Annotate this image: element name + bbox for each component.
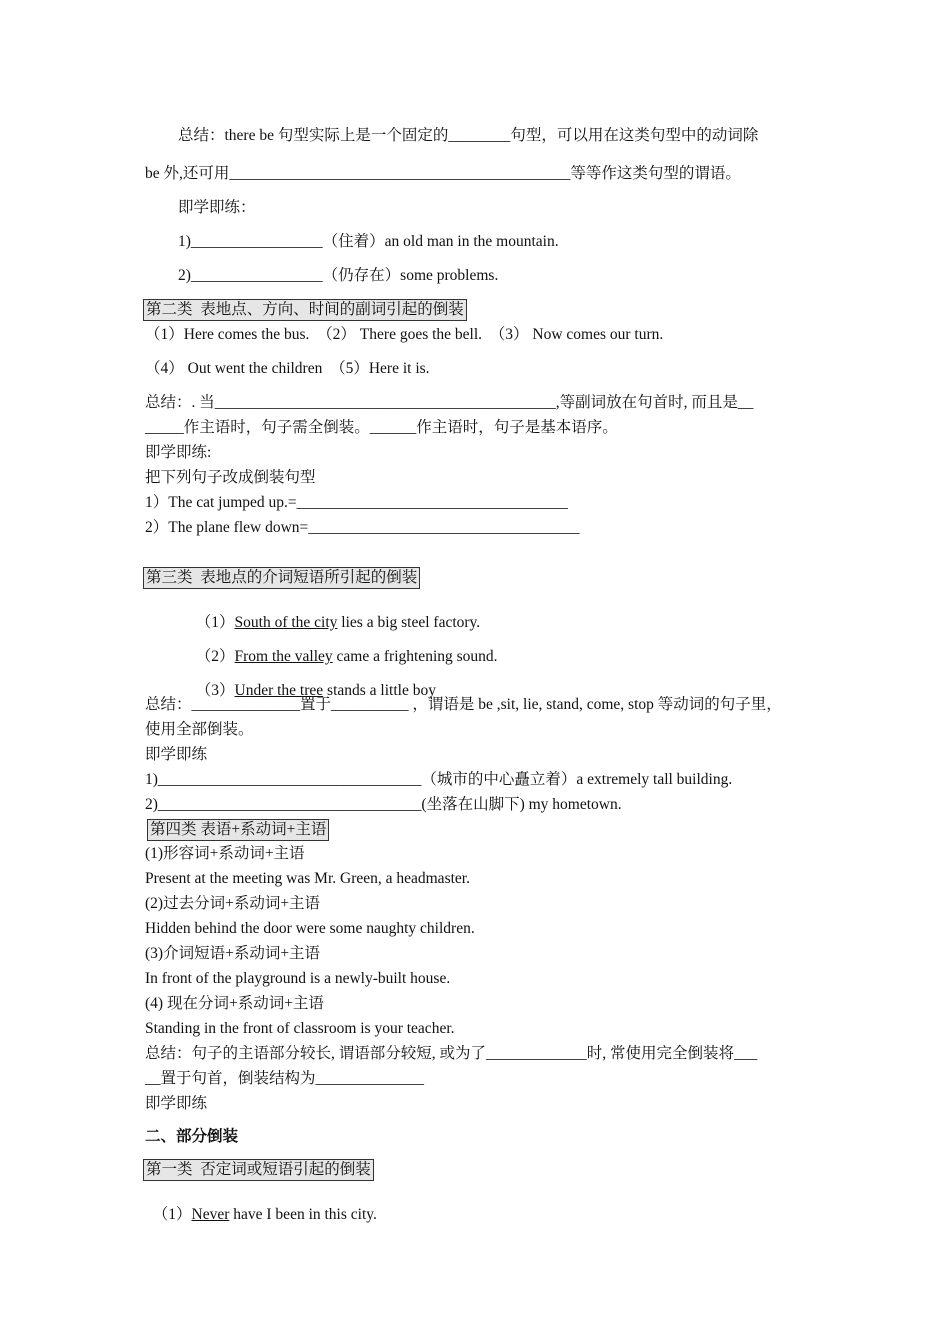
negation-example xyxy=(145,1185,377,1225)
cat4-summary: 总结：句子的主语部分较长, 谓语部分较短, 或为了_____________时, 常使用完全倒装将___ xyxy=(145,1045,758,1062)
example-prefix: （3） xyxy=(195,682,235,699)
cat4-example-4: Standing in the front of classroom is your teacher. xyxy=(145,1020,455,1037)
cat3-summary: 总结：______________置于__________ ，谓语是 be ,sit, lie, stand, come, stop 等动词的句子里， xyxy=(145,696,782,713)
cat2-instruction: 把下列句子改成倒装句型 xyxy=(145,469,316,486)
cat2-summary-cont: _____作主语时，句子需全倒装。______作主语时，句子是基本语序。 xyxy=(145,419,618,436)
cat3-exercise-2: 2)__________________________________(坐落在山脚下) my hometown. xyxy=(145,796,622,813)
summary-there-be: 总结：there be 句型实际上是一个固定的________句型，可以用在这类句型中的动词除 xyxy=(178,127,759,144)
cat3-exercise-1: 1)__________________________________（城市的中心矗立着）a extremely tall building. xyxy=(145,771,733,788)
cat2-summary: 总结：. 当____________________________________________,等副词放在句首时, 而且是__ xyxy=(145,394,754,411)
cat4-subtype-2: (2)过去分词+系动词+主语 xyxy=(145,895,321,912)
category-3-heading: 第三类 表地点的介词短语所引起的倒装 xyxy=(143,567,420,589)
example-underlined: Never xyxy=(191,1206,230,1223)
category-2-heading: 第二类 表地点、方向、时间的副词引起的倒装 xyxy=(143,299,467,321)
example-underlined: South of the city xyxy=(234,614,338,631)
cat2-practice-label: 即学即练: xyxy=(145,444,212,461)
cat4-example-1: Present at the meeting was Mr. Green, a headmaster. xyxy=(145,870,470,887)
practice-item-1: 1)_________________（住着）an old man in the mountain. xyxy=(178,233,559,250)
cat4-example-3: In front of the playground is a newly-built house. xyxy=(145,970,451,987)
example-rest: lies a big steel factory. xyxy=(337,614,481,631)
category-4-heading: 第四类 表语+系动词+主语 xyxy=(147,819,329,841)
example-underlined: Under the tree xyxy=(234,682,324,699)
example-underlined: From the valley xyxy=(234,648,333,665)
cat4-subtype-4: (4) 现在分词+系动词+主语 xyxy=(145,995,324,1012)
example-prefix: （1） xyxy=(195,614,235,631)
cat4-summary-cont: __置于句首，倒装结构为______________ xyxy=(145,1070,425,1087)
example-rest: stands a little boy xyxy=(323,682,436,699)
example-prefix: （2） xyxy=(195,648,235,665)
cat4-example-2: Hidden behind the door were some naughty children. xyxy=(145,920,475,937)
cat4-subtype-3: (3)介词短语+系动词+主语 xyxy=(145,945,321,962)
cat3-summary-cont: 使用全部倒装。 xyxy=(145,721,254,738)
cat2-examples-1: （1）Here comes the bus. （2） There goes the bell. （3） Now comes our turn. xyxy=(145,326,664,343)
cat2-exercise-2: 2）The plane flew down=___________________________________ xyxy=(145,519,580,536)
example-rest: came a frightening sound. xyxy=(332,648,498,665)
summary-there-be-cont: be 外,还可用____________________________________________等等作这类句型的谓语。 xyxy=(145,165,741,182)
cat4-practice-label: 即学即练 xyxy=(145,1095,208,1112)
cat3-practice-label: 即学即练 xyxy=(145,746,208,763)
cat4-subtype-1: (1)形容词+系动词+主语 xyxy=(145,845,305,862)
part-2-heading: 二、部分倒装 xyxy=(145,1128,239,1145)
practice-label: 即学即练： xyxy=(178,199,256,216)
example-prefix: （1） xyxy=(152,1206,192,1223)
negation-category-heading: 第一类 否定词或短语引起的倒装 xyxy=(143,1159,374,1181)
example-rest: have I been in this city. xyxy=(229,1206,377,1223)
cat2-exercise-1: 1）The cat jumped up.=___________________________________ xyxy=(145,494,568,511)
cat2-examples-2: （4） Out went the children （5）Here it is. xyxy=(145,360,430,377)
practice-item-2: 2)_________________（仍存在）some problems. xyxy=(178,267,499,284)
